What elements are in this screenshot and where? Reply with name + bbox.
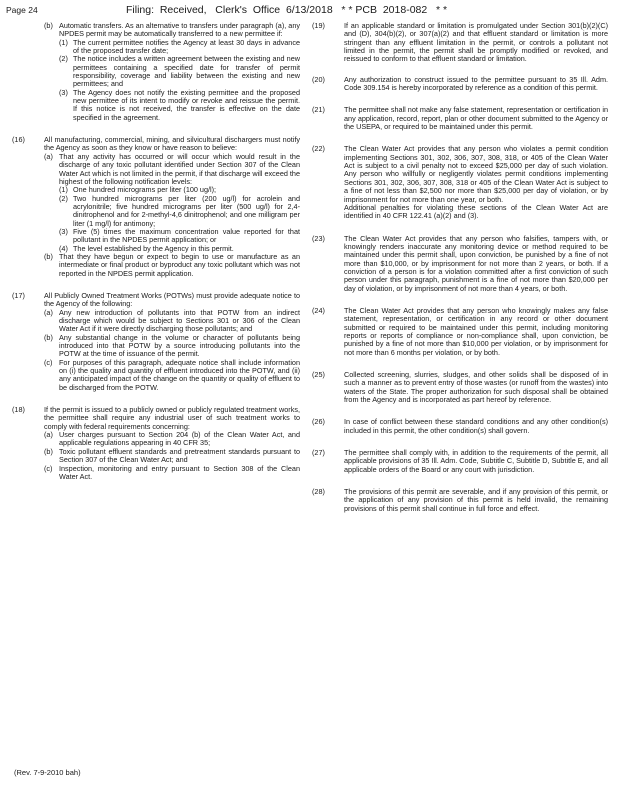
sub-label: (3) bbox=[59, 226, 68, 236]
item-22 bbox=[312, 145, 608, 220]
item-19 bbox=[312, 22, 608, 64]
filing-stamp: Filing: Received, Clerk's Office 6/13/2018 * * PCB 2018-082 * * bbox=[126, 4, 448, 16]
sub-label: (c) bbox=[44, 357, 53, 367]
item-text: All Publicly Owned Treatment Works (POTWs) must provide adequate notice to the Agency of the following: bbox=[44, 290, 300, 309]
page-number: Page 24 bbox=[6, 5, 38, 15]
item-number: (20) bbox=[312, 74, 325, 84]
item-number: (16) bbox=[12, 135, 25, 145]
sub-label: (4) bbox=[59, 243, 68, 253]
item-number: (27) bbox=[312, 448, 325, 458]
item-number: (28) bbox=[312, 487, 325, 497]
item-28 bbox=[312, 488, 608, 513]
sub-label: (1) bbox=[59, 37, 68, 47]
item-text: The Clean Water Act provides that any person who falsifies, tampers with, or knowingly renders inaccurate any monitoring device or method required to be maintained under this permit shall, upon conviction, be punished by a fine of not more than $10,000, or by imprisonment for not more than 2 years, or both. If a conviction of a person is for a violation committed after a first conviction of such person under this paragraph, punishment is a fine of not more than $20,000 per day of violation, or by imprisonment of not more than 4 years, or both. bbox=[344, 233, 608, 293]
revision-note: (Rev. 7-9-2010 bah) bbox=[14, 768, 81, 777]
sub-item bbox=[59, 228, 300, 245]
sub-text: The level established by the Agency in this permit. bbox=[73, 243, 234, 253]
sub-text: For purposes of this paragraph, adequate notice shall include information on (i) the quality and quantity of effluent introduced into the POTW, and (ii) any anticipated impact of the change on the quantity or quality of effluent to be discharged from the POTW. bbox=[59, 357, 300, 392]
sub-text: Toxic pollutant effluent standards and pretreatment standards pursuant to Section 307 of the Clean Water Act; and bbox=[59, 446, 300, 465]
sub-item bbox=[44, 465, 300, 482]
item-16 bbox=[12, 136, 300, 278]
sub-item bbox=[44, 309, 300, 334]
sub-item bbox=[44, 359, 300, 392]
item-number: (18) bbox=[12, 405, 25, 415]
item-17 bbox=[12, 292, 300, 392]
sub-label: (a) bbox=[44, 307, 53, 317]
sub-text: Any new introduction of pollutants into that POTW from an indirect discharge which would be subject to Sections 301 or 306 of the Clean Water Act if it were directly discharging those pollutants; and bbox=[59, 307, 300, 334]
sub-item bbox=[59, 195, 300, 228]
sub-text: That any activity has occurred or will occur which would result in the discharge of any toxic pollutant identified under Section 307 of the Clean Water Act which is not limited in the permit, if that discharge will exceed the highest of the following notification levels: bbox=[59, 151, 300, 186]
sub-item bbox=[44, 431, 300, 448]
sub-label: (a) bbox=[44, 151, 53, 161]
sub-text: The current permittee notifies the Agency at least 30 days in advance of the proposed transfer date; bbox=[73, 37, 300, 56]
sub-label: (2) bbox=[59, 54, 68, 64]
sub-item bbox=[59, 55, 300, 88]
sub-label: (b) bbox=[44, 332, 53, 342]
item-23 bbox=[312, 235, 608, 293]
sub-text: That they have begun or expect to begin to use or manufacture as an intermediate or final product or byproduct any toxic pollutant which was not reported in the NPDES permit application. bbox=[59, 251, 300, 278]
sub-text: The Agency does not notify the existing permittee and the proposed new permittee of its intent to modify or revoke and reissue the permit. If this notice is not received, the transfer is effective on the date specified in the agreement. bbox=[73, 87, 300, 122]
item-text: The Clean Water Act provides that any person who violates a permit condition implementing Sections 301, 302, 306, 307, 308, 318, or 405 of the Clean Water Act is subject to a civil penalty not to exceed $25,000 per day of such violation. Any person who willfully or negligently violates permit conditions implementing Sections 301, 302, 306, 307, 308, 318 or 405 of the Clean Water Act is subject to a fine of not less than $2,500 nor more than $25,000 per day of violation, or by imprisonment for not more than one year, or both. bbox=[344, 144, 608, 204]
right-column bbox=[312, 22, 608, 513]
item-16-a bbox=[44, 153, 300, 253]
item-20 bbox=[312, 76, 608, 93]
item-text: In case of conflict between these standard conditions and any other condition(s) included in this permit, the other condition(s) shall govern. bbox=[344, 417, 608, 435]
sub-label: (c) bbox=[44, 463, 53, 473]
item-number: (25) bbox=[312, 370, 325, 379]
item-27 bbox=[312, 449, 608, 474]
sub-item bbox=[59, 89, 300, 122]
sub-label: (b) bbox=[44, 446, 53, 456]
item-text: The Clean Water Act provides that any person who knowingly makes any false statement, representation, or certification in any record or other document submitted or required to be maintained under this permit, including monitoring reports or reports of compliance or non-compliance shall, upon conviction, be punished by a fine of not more than $10,000 per violation, or by imprisonment for not more than 6 months per violation, or by both. bbox=[344, 305, 608, 357]
sub-text: Any substantial change in the volume or character of pollutants being introduced into that POTW by a source introducing pollutants into the POTW at the time of issuance of the permit. bbox=[59, 332, 300, 359]
item-text: All manufacturing, commercial, mining, and silvicultural dischargers must notify the Agency as soon as they know or have reason to believe: bbox=[44, 135, 300, 153]
item-26 bbox=[312, 418, 608, 435]
item-21 bbox=[312, 106, 608, 131]
sub-text: User charges pursuant to Section 204 (b) of the Clean Water Act, and applicable regulations appearing in 40 CFR 35; bbox=[59, 430, 300, 448]
sub-text: Inspection, monitoring and entry pursuant to Section 308 of the Clean Water Act. bbox=[59, 463, 300, 481]
item-extra-text: Additional penalties for violating these sections of the Clean Water Act are identified in 40 CFR 122.41 (a)(2) and (3). bbox=[344, 202, 608, 221]
sub-label: (1) bbox=[59, 185, 68, 195]
item-text: The permittee shall not make any false statement, representation or certification in any application, record, report, plan or other document submitted to the Agency or the USEPA, or required to be maintained under this permit. bbox=[344, 105, 608, 132]
item-number: (17) bbox=[12, 290, 25, 300]
sub-text: Five (5) times the maximum concentration value reported for that pollutant in the NPDES permit application; or bbox=[73, 226, 300, 245]
item-15-b bbox=[44, 22, 300, 122]
sub-text: The notice includes a written agreement between the existing and new permittees containing a specified date for transfer of permit responsibility, coverage and liability between the existing and new permittees; and bbox=[73, 54, 300, 89]
left-column bbox=[12, 22, 300, 481]
sub-item bbox=[59, 39, 300, 56]
sub-label: (2) bbox=[59, 193, 68, 203]
item-text: Automatic transfers. As an alternative to transfers under paragraph (a), any NPDES permit may be automatically transferred to a new permittee if: bbox=[59, 21, 300, 39]
item-24 bbox=[312, 307, 608, 357]
page-header bbox=[6, 4, 612, 18]
item-text: Collected screening, slurries, sludges, and other solids shall be disposed of in such a manner as to prevent entry of those wastes (or runoff from the wastes) into waters of the State. The proper authorization for such disposal shall be obtained from the Agency and is incorporated as part hereof by reference. bbox=[344, 370, 608, 405]
item-25 bbox=[312, 371, 608, 404]
item-16-b bbox=[44, 253, 300, 278]
item-text: Any authorization to construct issued to the permittee pursuant to 35 Ill. Adm. Code 309.154 is hereby incorporated by reference as a condition of this permit. bbox=[344, 74, 608, 93]
item-18 bbox=[12, 406, 300, 481]
item-text: If the permit is issued to a publicly owned or publicly regulated treatment works, the permittee shall require any industrial user of such treatment works to comply with federal requirements concerning: bbox=[44, 405, 300, 431]
item-number: (22) bbox=[312, 144, 325, 154]
item-number: (19) bbox=[312, 21, 325, 30]
item-number: (21) bbox=[312, 105, 325, 115]
sub-text: One hundred micrograms per liter (100 ug/l); bbox=[73, 185, 217, 195]
item-number: (24) bbox=[312, 305, 325, 315]
sub-label: (b) bbox=[44, 251, 53, 261]
item-label: (b) bbox=[44, 21, 53, 30]
sub-label: (3) bbox=[59, 87, 68, 97]
item-text: The permittee shall comply with, in addition to the requirements of the permit, all applicable provisions of 35 Ill. Adm. Code, Subtitle C, Subtitle D, Subtitle E, and all applicable orders of the Board or any court with jurisdiction. bbox=[344, 448, 608, 474]
item-text: If an applicable standard or limitation is promulgated under Section 301(b)(2)(C) and (D), 304(b)(2), or 307(a)(2) and that effluent standard or limitation is more stringent than any effluent limitation in the permit, or controls a pollutant not limited in the permit, the permit shall be promptly modified or revoked, and reissued to conform to that effluent standard or limitation. bbox=[344, 21, 608, 64]
item-text: The provisions of this permit are severable, and if any provision of this permit, or the application of any provision of this permit is held invalid, the remaining provisions of this permit shall continue in full force and effect. bbox=[344, 487, 608, 513]
item-number: (26) bbox=[312, 417, 325, 427]
sub-item bbox=[44, 334, 300, 359]
sub-item bbox=[44, 448, 300, 465]
sub-text: Two hundred micrograms per liter (200 ug/l) for acrolein and acrylonitrile; five hundred micrograms per liter (500 ug/l) for 2,4-dinitrophenol and for 2-methyl-4,6 dinitrophenol; and one milligram per liter (1 mg/l) for antimony; bbox=[73, 193, 300, 228]
sub-label: (a) bbox=[44, 430, 53, 440]
item-number: (23) bbox=[312, 233, 325, 243]
